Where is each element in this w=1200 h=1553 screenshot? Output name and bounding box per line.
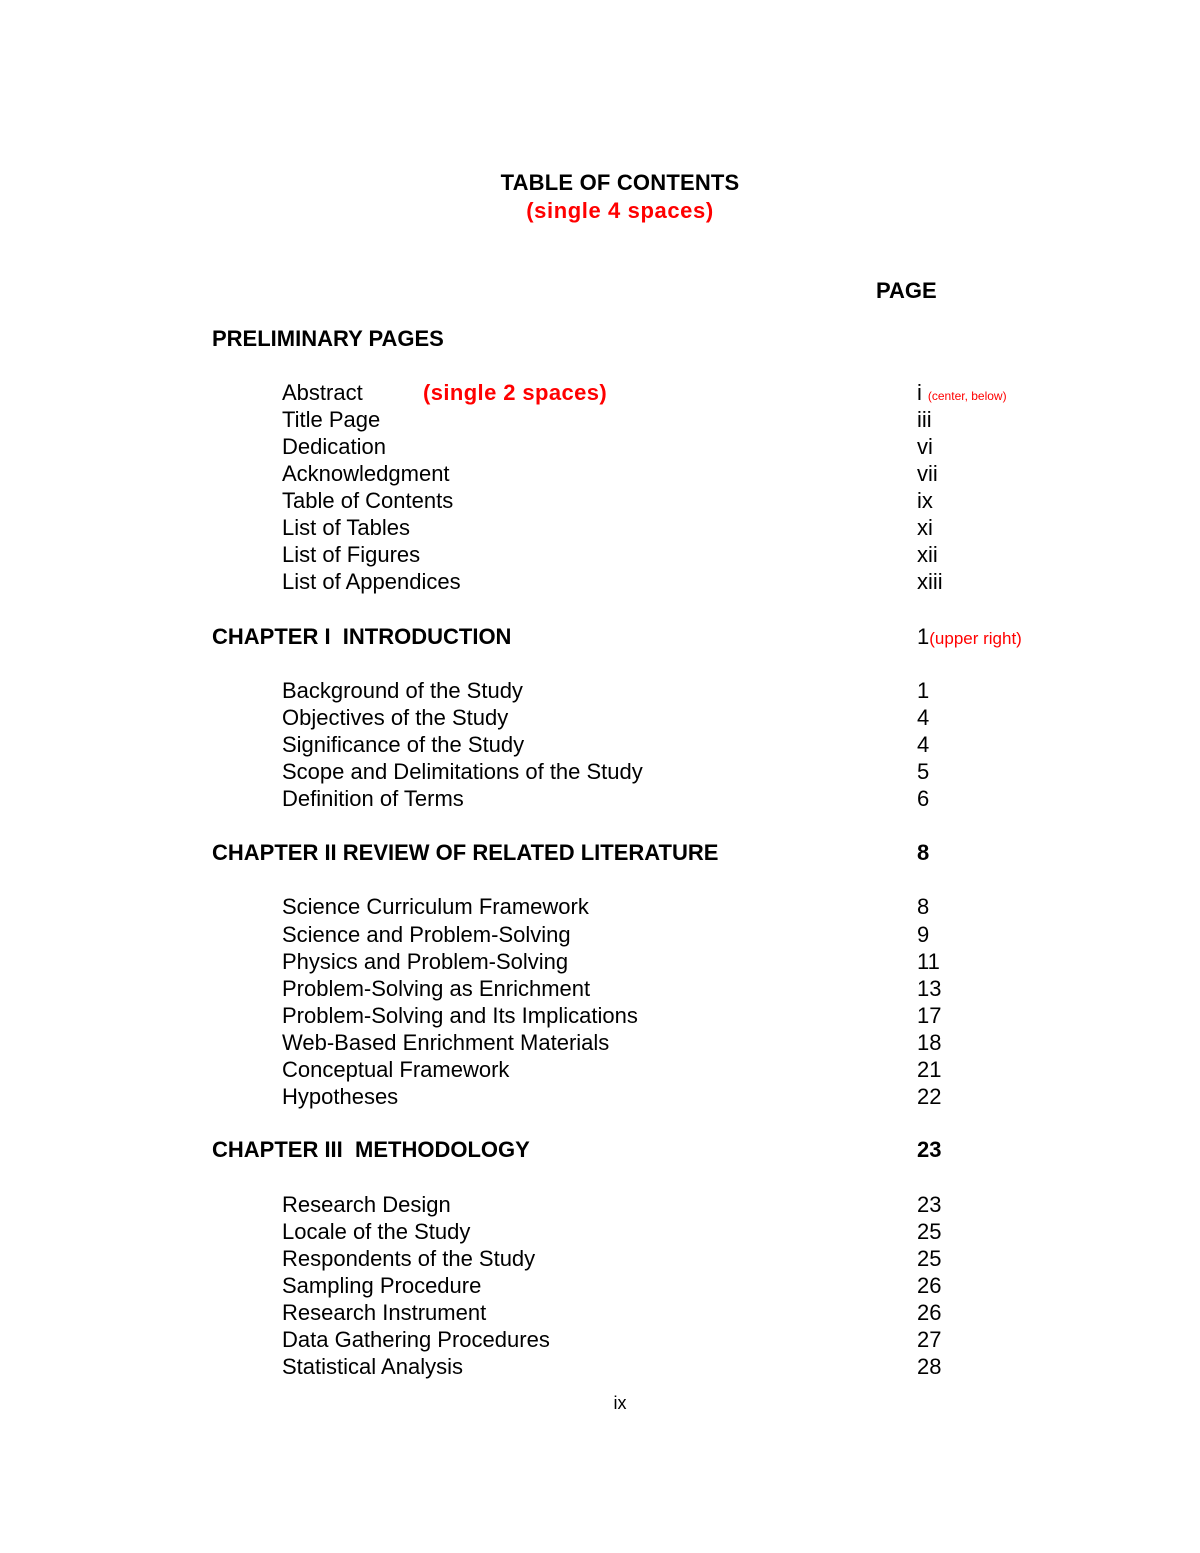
toc-page-number: 8: [917, 894, 930, 919]
toc-page-number: 11: [917, 949, 940, 974]
toc-page-number: 23: [917, 1192, 942, 1217]
preliminary-spacing-note: (single 2 spaces): [423, 380, 608, 405]
toc-entry: Conceptual Framework: [282, 1057, 510, 1082]
toc-entry: Statistical Analysis: [282, 1354, 463, 1379]
toc-page-number: vii: [917, 461, 938, 486]
toc-page-number: 22: [917, 1084, 942, 1109]
page-column-header: PAGE: [876, 278, 937, 303]
toc-page-number: 25: [917, 1246, 942, 1271]
toc-entry: Research Instrument: [282, 1300, 487, 1325]
chapter-page-number: 8: [917, 840, 930, 865]
footer-page-number: ix: [613, 1393, 627, 1413]
toc-entry: Sampling Procedure: [282, 1273, 482, 1298]
toc-page-number: 9: [917, 922, 930, 947]
toc-entry: Acknowledgment: [282, 461, 450, 486]
toc-page-number: 25: [917, 1219, 942, 1244]
toc-page-number: 28: [917, 1354, 942, 1379]
section-heading-preliminary: PRELIMINARY PAGES: [212, 326, 444, 351]
toc-entry: Physics and Problem-Solving: [282, 949, 569, 974]
toc-page-number: 1: [917, 678, 930, 703]
toc-page-number: 6: [917, 786, 930, 811]
toc-entry: Science and Problem-Solving: [282, 922, 571, 947]
toc-page-number: 5: [917, 759, 930, 784]
toc-entry: Definition of Terms: [282, 786, 464, 811]
toc-page-number: xiii: [917, 569, 943, 594]
toc-entry: Science Curriculum Framework: [282, 894, 589, 919]
page-number-note: (center, below): [927, 389, 1007, 403]
toc-entry: List of Tables: [282, 515, 411, 540]
toc-page-number: 18: [917, 1030, 942, 1055]
section-heading-chapter-2: CHAPTER II REVIEW OF RELATED LITERATURE: [212, 840, 719, 865]
toc-entry: Table of Contents: [282, 488, 454, 513]
toc-page-number: vi: [917, 434, 933, 459]
toc-page-number: xi: [917, 515, 933, 540]
toc-entry: Scope and Delimitations of the Study: [282, 759, 643, 784]
page-number-note: (upper right): [929, 629, 1022, 648]
toc-entry: Respondents of the Study: [282, 1246, 536, 1271]
toc-page-number: 17: [917, 1003, 942, 1028]
toc-page-number: i (center, below): [917, 380, 1007, 405]
toc-page-number: 26: [917, 1273, 942, 1298]
toc-entry: Objectives of the Study: [282, 705, 509, 730]
chapter-page-number: 23: [917, 1137, 942, 1162]
toc-entry: Problem-Solving as Enrichment: [282, 976, 591, 1001]
toc-entry: Background of the Study: [282, 678, 523, 703]
toc-page-number: xii: [917, 542, 938, 567]
toc-page-number: 4: [917, 732, 930, 757]
chapter-page-number: 1(upper right): [917, 624, 1022, 649]
toc-entry: Hypotheses: [282, 1084, 399, 1109]
page-title: TABLE OF CONTENTS: [500, 170, 740, 195]
toc-entry: Abstract: [282, 380, 363, 405]
toc-entry: Significance of the Study: [282, 732, 525, 757]
section-heading-chapter-3: CHAPTER III METHODOLOGY: [212, 1137, 530, 1162]
toc-entry: List of Figures: [282, 542, 421, 567]
toc-entry: List of Appendices: [282, 569, 461, 594]
toc-page-number: 21: [917, 1057, 942, 1082]
toc-entry: Dedication: [282, 434, 386, 459]
toc-page-number: iii: [917, 407, 932, 432]
toc-page-number: 26: [917, 1300, 942, 1325]
toc-entry: Problem-Solving and Its Implications: [282, 1003, 638, 1028]
toc-entry: Locale of the Study: [282, 1219, 471, 1244]
toc-entry: Data Gathering Procedures: [282, 1327, 550, 1352]
toc-page-number: 13: [917, 976, 942, 1001]
section-heading-chapter-1: CHAPTER I INTRODUCTION: [212, 624, 512, 649]
spacing-note: (single 4 spaces): [526, 198, 714, 223]
toc-entry: Title Page: [282, 407, 381, 432]
toc-page-number: 27: [917, 1327, 942, 1352]
toc-page-number: 4: [917, 705, 930, 730]
toc-entry: Web-Based Enrichment Materials: [282, 1030, 610, 1055]
toc-page-number: ix: [917, 488, 933, 513]
toc-entry: Research Design: [282, 1192, 451, 1217]
